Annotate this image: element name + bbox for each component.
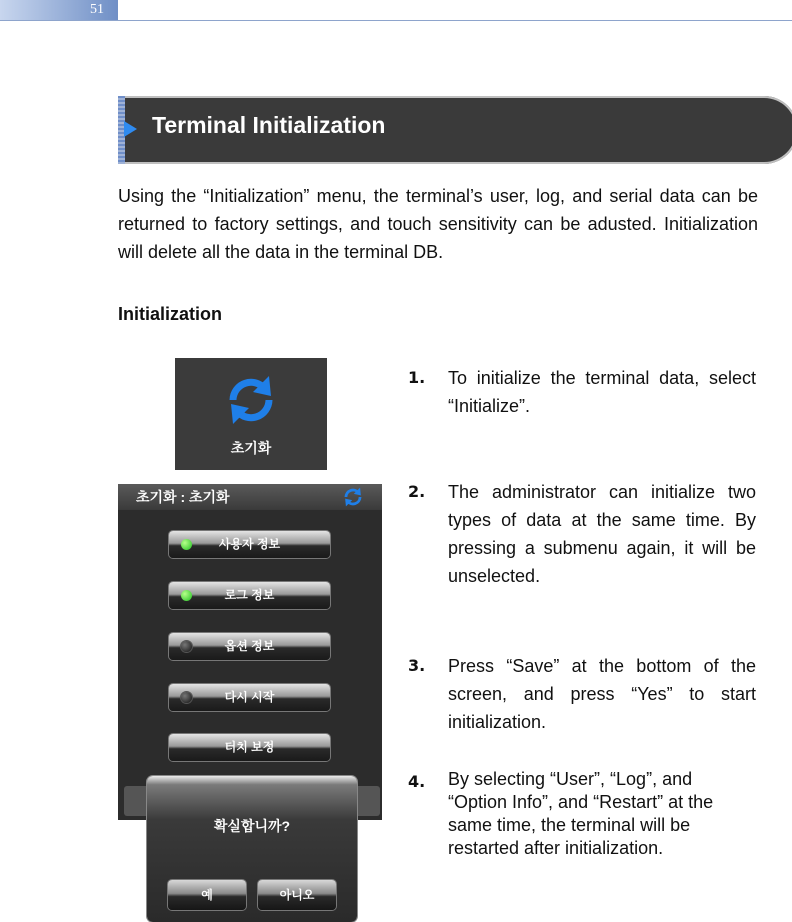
initialize-submenu-screenshot [118, 484, 382, 820]
log-info-label: 로그 정보 [224, 588, 275, 602]
step-text: To initialize the terminal data, select “Initialize”. [448, 368, 756, 416]
refresh-icon [342, 486, 364, 508]
section-heading: Initialization [118, 304, 223, 324]
selected-led-icon [181, 539, 192, 550]
selected-led-icon [181, 590, 192, 601]
option-info-label: 옵션 정보 [224, 639, 275, 653]
log-info-button[interactable] [169, 582, 330, 609]
touch-calibration-label: 터치 보정 [224, 740, 275, 754]
option-info-button[interactable] [169, 633, 330, 660]
restart-label: 다시 시작 [224, 690, 275, 704]
no-button[interactable]: 아니오 [258, 880, 336, 910]
confirm-dialog [147, 776, 357, 922]
step-text: The administrator can initialize two types of data at the same time. By pressing a submenu again, it will be unselected. [448, 482, 756, 586]
unselected-led-icon [181, 692, 192, 703]
confirm-question: 확실합니까? [213, 818, 291, 834]
yes-button[interactable]: 예 [168, 880, 246, 910]
step-text: Press “Save” at the bottom of the screen, and press “Yes” to start initialization. [448, 656, 756, 732]
user-info-button[interactable] [169, 531, 330, 558]
step-number: 4. [408, 772, 426, 791]
step-text: By selecting “User”, “Log”, and “Option Info”, and “Restart” at the same time, the terminal will be restarted after initialization. [448, 769, 714, 858]
unselected-led-icon [181, 641, 192, 652]
step-number: 1. [408, 368, 426, 387]
page-title: Terminal Initialization [152, 112, 386, 138]
refresh-icon [225, 372, 277, 428]
restart-button[interactable] [169, 684, 330, 711]
page-header-rule [0, 20, 792, 21]
page-number: 51 [0, 0, 118, 20]
initialize-icon-label: 초기화 [230, 440, 272, 456]
intro-paragraph: Using the “Initialization” menu, the terminal’s user, log, and serial data can be returned to factory settings, and touch sensitivity can be adusted. Initialization will delete all the data in the terminal DB. [118, 186, 758, 262]
step-number: 3. [408, 656, 426, 675]
user-info-label: 사용자 정보 [218, 537, 281, 551]
submenu-header: 초기화 : 초기화 [118, 484, 382, 510]
touch-calibration-button[interactable] [169, 734, 330, 761]
banner-arrow-icon [124, 121, 137, 137]
step-number: 2. [408, 482, 426, 501]
initialize-menu-screenshot [175, 358, 327, 470]
